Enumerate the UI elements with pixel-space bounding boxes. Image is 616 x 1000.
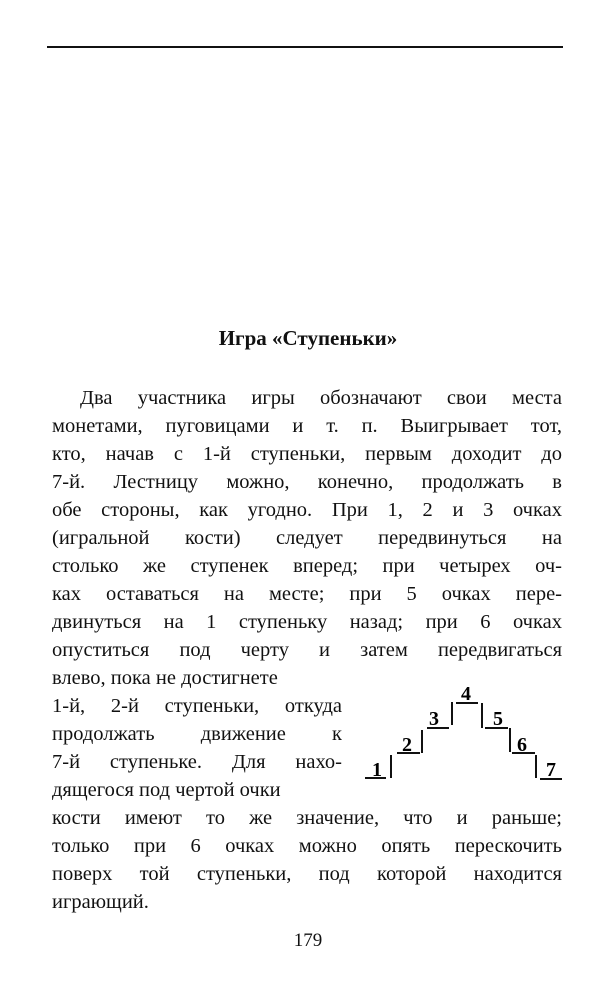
step-label: 3: [429, 708, 439, 730]
text-line: обе стороны, как угодно. При 1, 2 и 3 очках: [52, 499, 562, 521]
text-line: 1-й, 2-й ступеньки, откуда: [52, 695, 342, 717]
text-line: монетами, пуговицами и т. п. Выигрывает тот,: [52, 415, 562, 437]
text-line: Два участника игры обозначают свои места: [80, 387, 562, 409]
section-title: Игра «Ступеньки»: [218, 326, 398, 350]
text-line: кто, начав с 1-й ступеньки, первым доходит до: [52, 443, 562, 465]
step-label: 1: [372, 759, 382, 781]
step-label: 6: [517, 734, 527, 756]
step-label: 7: [546, 759, 556, 781]
text-line: ках оставаться на месте; при 5 очках пере-: [52, 583, 562, 605]
step-label: 5: [493, 708, 503, 730]
text-line: 7-й ступеньке. Для нахо-: [52, 751, 342, 773]
text-line: поверх той ступеньки, под которой находится: [52, 863, 562, 885]
step-label: 2: [402, 734, 412, 756]
text-line: столько же ступенек вперед; при четырех оч-: [52, 555, 562, 577]
page-number: 179: [293, 930, 323, 951]
text-line: играющий.: [52, 891, 149, 913]
text-line: кости имеют то же значение, что и раньше;: [52, 807, 562, 829]
text-line: влево, пока не достигнете: [52, 667, 278, 689]
text-line: 7-й. Лестницу можно, конечно, продолжать в: [52, 471, 562, 493]
text-line: опуститься под черту и затем передвигаться: [52, 639, 562, 661]
text-line: (игральной кости) следует передвинуться на: [52, 527, 562, 549]
step-label: 4: [461, 683, 471, 705]
text-line: двинуться на 1 ступеньку назад; при 6 очках: [52, 611, 562, 633]
text-line: продолжать движение к: [52, 723, 342, 745]
text-line: дящегося под чертой очки: [52, 779, 281, 801]
text-line: только при 6 очках можно опять перескочить: [52, 835, 562, 857]
